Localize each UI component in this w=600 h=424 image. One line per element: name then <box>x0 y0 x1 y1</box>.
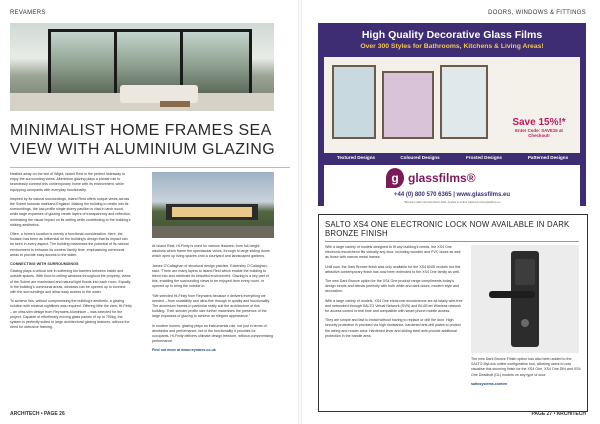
ad-fineprint: *Discount valid until 31st March 2024. Applies to orders placed at www.glassfilms.eu <box>324 200 580 206</box>
paragraph: Inspired by its natural surroundings, Island Rest offers unique views across the Solent towards mainland England. Making the building to nestle into its surroundings, the low-profile single storey pavilion is clad in larch wood, while large expanses of glazing create layers of transparency and reflection, minimising the visual impact on its setting while contributing to the building’s striking aesthetics. <box>10 196 131 227</box>
salto-column-a <box>325 245 465 343</box>
subheading: CONNECTING WITH SURROUNDINGS <box>10 262 79 267</box>
column-a <box>10 172 132 334</box>
article-title: MINIMALIST HOME FRAMES SEA VIEW WITH ALUMINIUM GLAZING <box>10 122 276 158</box>
paragraph: Often, a home’s location is merely a functional consideration. Here, the location has been as influential on the building’s design that its impact can be seen in every aspect. The building maximises the potential of its natural environment to enhance its owners’ family time, emphasising communal areas to provide easy access to the water. <box>10 232 129 257</box>
ad-label: Coloured Designs <box>400 155 440 160</box>
folio: PAGE 27 • ARCHITECH <box>531 411 586 417</box>
salto-article-box <box>318 214 588 412</box>
ad-promo-code: Enter Code: SAVE15 at Checkout! <box>515 128 563 138</box>
ad-logo-row <box>324 165 580 191</box>
paragraph: “We selected Hi-Finity from Reynaers because it delivers everything we needed – from scalability and ultra-fine through to quality and functionality. The aluminium frames in particular really suit the architecture of this building. Their slender profile size further maximises the presence of the large expanses of glazing to achieve an elegant appearance.” <box>152 293 270 319</box>
paragraph: Glazing plays a critical role in softening the barriers between inside and outside spaces. With floor-to-ceiling windows throughout the property, views of the Solent are maximised and natural light floods into each room. Equally, in the building’s communal areas, windows can be opened up to connect with the surroundings and allow easy access to the water. <box>10 269 131 295</box>
paragraph: At Island Rest, Hi-Finity is used for various features, from full-height windows which frame the spectacular views, through to large sliding doors which open up living spaces onto a courtyard and landscaped gardens. <box>152 244 270 259</box>
paragraph: Nestled away on the Isle of Wight, Island Rest is the perfect hideaway to enjoy the surrounding views. Aluminium glazing plays a pivotal role to seamlessly connect this contemporary home with its environment, while equipping occupants with everyday functionality. <box>10 172 126 192</box>
ad-label: Frosted Designs <box>466 155 502 160</box>
glassfilms-advert <box>318 23 586 206</box>
ad-label: Textured Designs <box>336 155 376 160</box>
ad-promo <box>506 117 572 138</box>
paragraph: James O’Callaghan of structural design practice, Eckersley O’Callaghan, said: “There are many layers to Island Rest which enable the building to blend into and celebrate its beautiful environment. Glazing is a key part of this, enabling the surrounding views to be enjoyed from every room, or opened up to bring the outside in. <box>152 263 269 289</box>
glassfilms-logo-icon: g <box>386 168 404 188</box>
ad-subheadline: Over 300 Styles for Bathrooms, Kitchens & Living Areas! <box>360 43 544 50</box>
salto-article-title: SALTO XS4 ONE ELECTRONIC LOCK NOW AVAILABLE IN DARK BRONZE FINISH <box>325 220 570 238</box>
paragraph: Until now, the Dark Bronze finish was only available for the XS4 ANSI models but this attractive contemporary finish has now been extended to the XS4 One family as well. <box>325 264 461 274</box>
salto-column-b <box>471 357 581 391</box>
ad-showcase-image <box>324 57 580 153</box>
ad-headline: High Quality Decorative Glass Films <box>361 29 543 41</box>
ad-logo-text: glassfilms® <box>408 171 476 185</box>
ad-contact[interactable]: +44 (0) 800 570 6365 | www.glassfilms.eu <box>324 191 580 200</box>
paragraph: With a large variety of models designed to fit any building’s needs, the XS4 One electronic escutcheon fits virtually any door, including wooden and PVC doors as well as those with narrow metal frames. <box>325 245 461 260</box>
salto-link[interactable]: saltosystems.com/en <box>471 381 508 386</box>
running-head: DOORS, WINDOWS & FITTINGS <box>488 10 586 16</box>
hero-photo <box>10 23 274 111</box>
ad-promo-save: Save 15%!* <box>512 117 566 128</box>
paragraph: They are simple and fast to install without having to replace or drill the door. High security protection is provided via high resistance, hardened anti-drill plates to protect the wiring and reader area. Hardened lever and sliding steel axis provide additional protection in the handle area. <box>325 318 461 338</box>
title-rule <box>325 241 579 242</box>
paragraph: The new Dark Bronze Finish option has also been added to the SALTO MyLock online configuration tool, allowing users to now visualise this stunning finish for the XS4 One, XS4 One DIN and XS4 One Deadbolt (DL) models on any type of door. <box>471 357 581 377</box>
right-page <box>302 0 600 424</box>
paragraph: The new Dark Bronze option for the XS4 One product range compliments today’s design trends and blends perfectly with both white and dark doors, modern style and decoration. <box>325 279 460 294</box>
paragraph: In modern homes, glazing plays an instrumental role, not just in terms of aesthetics and performance, but in the functionality it provides for occupants. Hi-Finity delivers ultimate design freedom, without compromising performance. <box>152 323 274 344</box>
running-head: REVAMERS <box>10 10 46 16</box>
folio: ARCHITECH • PAGE 26 <box>10 411 65 417</box>
column-b <box>152 244 274 358</box>
ad-label: Patterned Designs <box>527 155 569 160</box>
house-photo <box>152 172 274 238</box>
electronic-lock-photo <box>471 245 579 353</box>
more-info-link[interactable]: Find out more at www.reynaers.co.uk <box>152 348 216 353</box>
ad-category-labels <box>324 153 580 163</box>
paragraph: To achieve this, without compromising the building’s aesthetic, a glazing solution with minimal sightlines was required. Offering little the view, Hi-Finity – an ultra-slim design from Reynaers Aluminium – was selected for the project. Capable of effortlessly moving glass panels of up to 750kg, the system is perfectly suited to large architectural glazing features, without the need for obtrusive framing. <box>10 299 132 330</box>
paragraph: With a large variety of models, XS4 One electronic escutcheons are all totally wire-free and networked through SALTO Virtual Network (SVN) and BLUEnet Wireless network for access control in real time and compatible with smart phone mobile access. <box>325 298 463 314</box>
title-rule <box>10 167 290 168</box>
left-page <box>0 0 298 424</box>
